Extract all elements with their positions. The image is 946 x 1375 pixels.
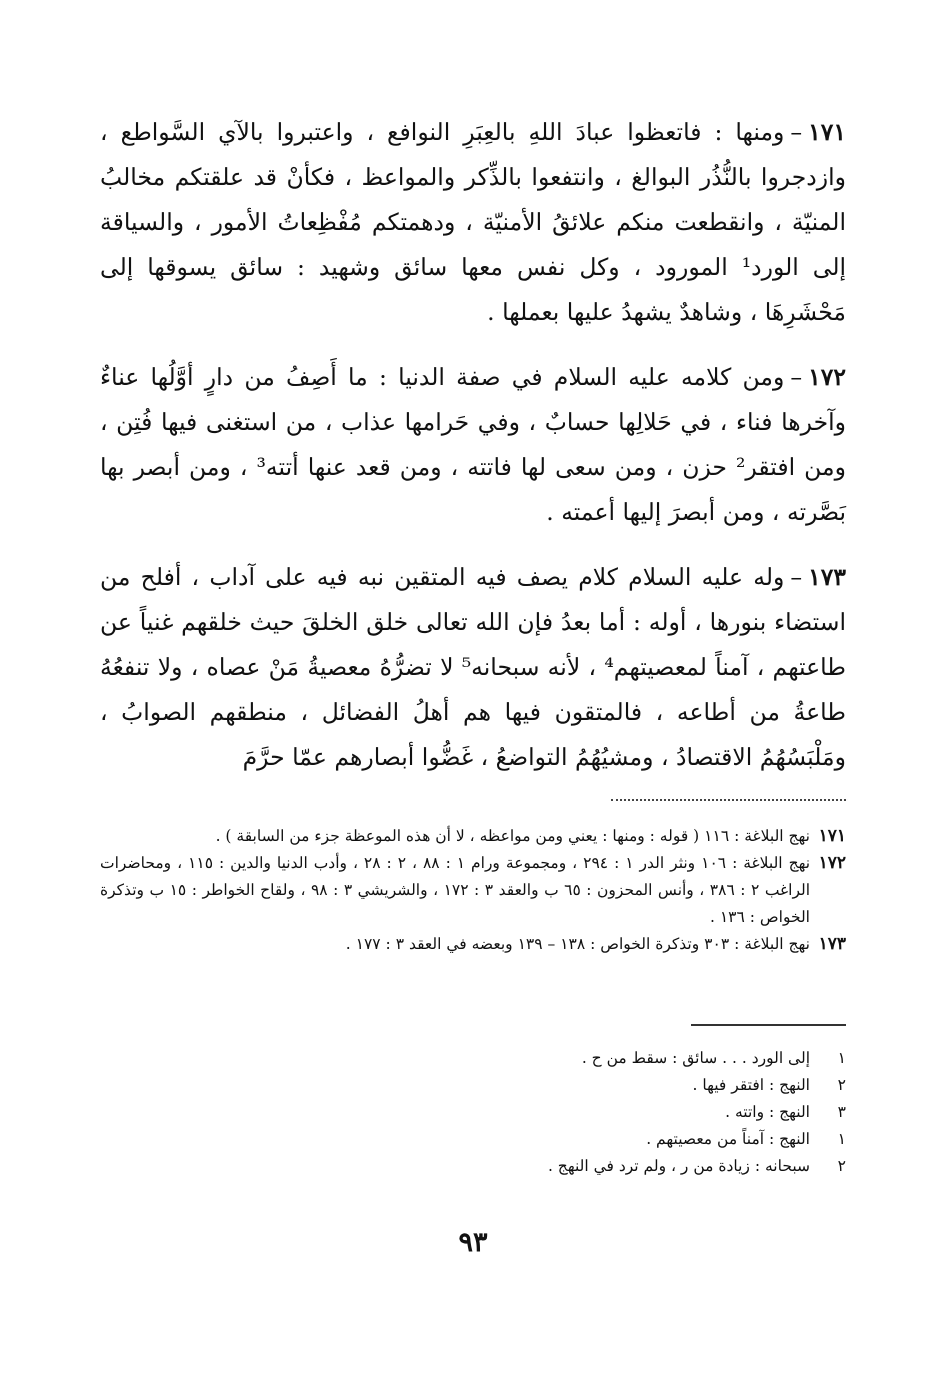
- footnote-item: [100, 1153, 846, 1180]
- paragraph-text: ومنها : فاتعظوا عبادَ اللهِ بالعِبَرِ النوافع ، واعتبروا بالآي السَّواطع ، وازدجروا بالنُّذُر البوالغ ، وانتفعوا بالذِّكر والمواعظ ، فكأنْ قد علقتكم مخالبُ المنيّة ، وانقطعت منكم علائقُ الأمنيّة ، ودهمتكم مُفْظِعاتُ الأمور ، والسياقة إلى الورد¹ المورود ، وكل نفس معها سائق وشهيد : سائق يسوقها إلى مَحْشَرِهَا ، وشاهدٌ يشهدُ عليها بعملها .: [100, 118, 847, 326]
- paragraph-171: [100, 110, 846, 335]
- footnote-item: [100, 1045, 846, 1072]
- paragraph-173: [100, 555, 846, 780]
- footnote-number: ٣: [837, 1103, 846, 1121]
- footnote-item: [100, 1099, 846, 1126]
- source-note-text: نهج البلاغة : ١٠٦ ونثر الدر ١ : ٢٩٤ ، ومجموعة ورام ١ : ٨٨ ، ٢ : ٢٨ ، وأدب الدنيا والدين : ١١٥ ، ومحاضرات الراغب ٢ : ٣٨٦ ، وأنس المحزون : ٦٥ ب والعقد ٣ : ١٧٢ ، والشريشي ٣ : ٩٨ ، ولقاح الخواطر : ١٥ ب وتذكرة الخواص : ١٣٦ .: [100, 854, 811, 926]
- paragraph-number: ١٧٢: [808, 363, 846, 391]
- paragraph-text: وله عليه السلام كلام يصف فيه المتقين نبه فيه على آداب ، أفلح من استضاء بنورها ، أوله : أما بعدُ فإن الله تعالى خلق الخلقَ حيث خلقهم غنياً عن طاعتهم ، آمناً لمعصيتهم⁴ ، لأنه سبحانه⁵ لا تضرُّهُ معصيةُ مَنْ عصاه ، ولا تنفعُهُ طاعةُ من أطاعه ، فالمتقون فيها هم أهلُ الفضائل ، منطقهم الصوابُ ، ومَلْبَسُهُمُ الاقتصادُ ، ومشيُهُمُ التواضعُ ، غَضُّوا أبصارهم عمّا حرَّمَ: [100, 563, 847, 771]
- footnote-number: ٢: [837, 1157, 846, 1175]
- footnote-text: إلى الورد . . . سائق : سقط من ح .: [581, 1049, 810, 1067]
- footnote-number: ١: [837, 1130, 846, 1148]
- paragraph-number: ١٧٣: [808, 563, 846, 591]
- footnote-text: سبحانه : زيادة من ر ، ولم ترد في النهج .: [547, 1157, 810, 1175]
- source-note-172: [100, 850, 846, 931]
- page-number: ٩٣: [458, 1227, 488, 1258]
- source-note-173: [100, 931, 846, 958]
- footnotes: [100, 1045, 846, 1180]
- footnote-text: النهج : واتته .: [725, 1103, 810, 1121]
- footnote-item: [100, 1072, 846, 1099]
- paragraph-number: ١٧١: [808, 118, 846, 146]
- source-note-text: نهج البلاغة : ٣٠٣ وتذكرة الخواص : ١٣٨ – ١٣٩ وبعضه في العقد ٣ : ١٧٧ .: [345, 935, 810, 953]
- footnote-text: النهج : افتقر فيها .: [692, 1076, 810, 1094]
- footnote-text: النهج : آمناً من معصيتهم .: [646, 1130, 810, 1148]
- footnote-item: [100, 1126, 846, 1153]
- paragraph-dash: –: [790, 363, 803, 391]
- footnote-number: ١: [837, 1049, 846, 1067]
- footnote-number: ٢: [837, 1076, 846, 1094]
- source-note-number: ١٧٣: [818, 934, 846, 954]
- paragraph-172: [100, 355, 846, 535]
- main-text: [100, 110, 846, 800]
- paragraph-text: ومن كلامه عليه السلام في صفة الدنيا : ما أَصِفُ من دارٍ أوَّلُها عناءٌ وآخرها فناء ، في حَلالِها حسابٌ ، وفي حَرامها عذاب ، من استغنى فيها فُتِن ، ومن افتقر² حزن ، ومن سعى لها فاتته ، ومن قعد عنها أتته³ ، ومن أبصر بها بَصَّرته ، ومن أبصرَ إليها أعمته .: [100, 363, 846, 526]
- source-note-number: ١٧١: [818, 826, 846, 846]
- source-notes: [100, 823, 846, 958]
- source-note-text: نهج البلاغة : ١١٦ ( قوله : ومنها : يعني ومن مواعظه ، لا أن هذه الموعظة جزء من السابقة ) .: [215, 827, 810, 845]
- paragraph-dash: –: [790, 118, 803, 146]
- source-note-number: ١٧٢: [818, 853, 846, 873]
- paragraph-dash: –: [790, 563, 803, 591]
- source-note-171: [100, 823, 846, 850]
